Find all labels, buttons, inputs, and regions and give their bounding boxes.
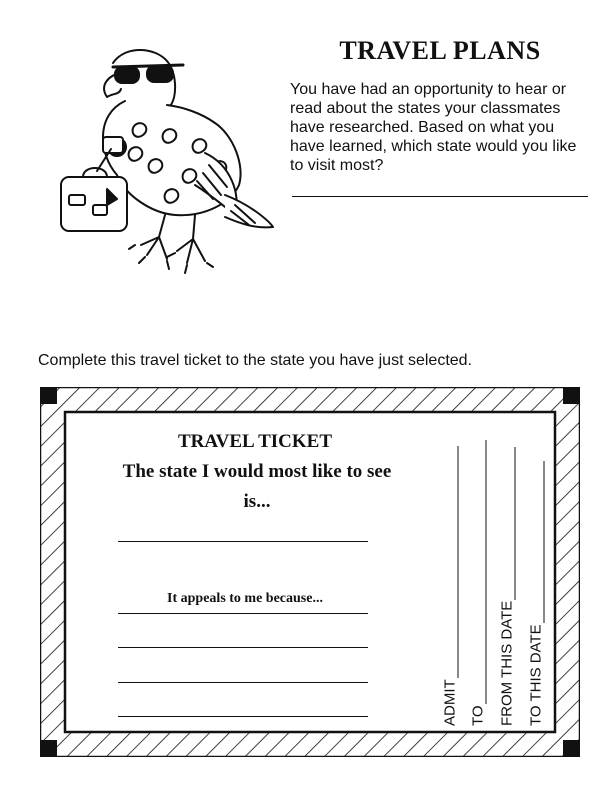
ticket-instruction: Complete this travel ticket to the state you have just selected. <box>38 352 472 369</box>
intro-question: You have had an opportunity to hear or read about the states your classmates have researched. Based on what you have learned, which state would you like to visit most? <box>290 81 577 174</box>
to-field[interactable] <box>463 426 493 726</box>
reason-line[interactable] <box>118 682 368 683</box>
to-date-label: TO THIS DATE <box>527 624 545 726</box>
state-answer-line[interactable] <box>118 541 368 542</box>
admit-label: ADMIT <box>441 679 459 726</box>
from-date-field[interactable] <box>492 426 522 726</box>
ticket-title: TRAVEL TICKET <box>177 431 332 452</box>
answer-line[interactable] <box>292 196 588 197</box>
reason-line[interactable] <box>118 647 368 648</box>
admit-field[interactable] <box>435 426 465 726</box>
eagle-traveler-illustration <box>55 45 285 275</box>
ticket-statement: The state I would most like to see is... <box>122 461 392 512</box>
reason-prompt: It appeals to me because... <box>167 591 323 606</box>
to-label: TO <box>469 705 487 726</box>
reason-line[interactable] <box>118 716 368 717</box>
page-title: TRAVEL PLANS <box>339 36 541 65</box>
from-date-label: FROM THIS DATE <box>498 600 516 726</box>
reason-line[interactable] <box>118 613 368 614</box>
travel-ticket <box>40 387 580 757</box>
to-date-field[interactable] <box>521 426 551 726</box>
